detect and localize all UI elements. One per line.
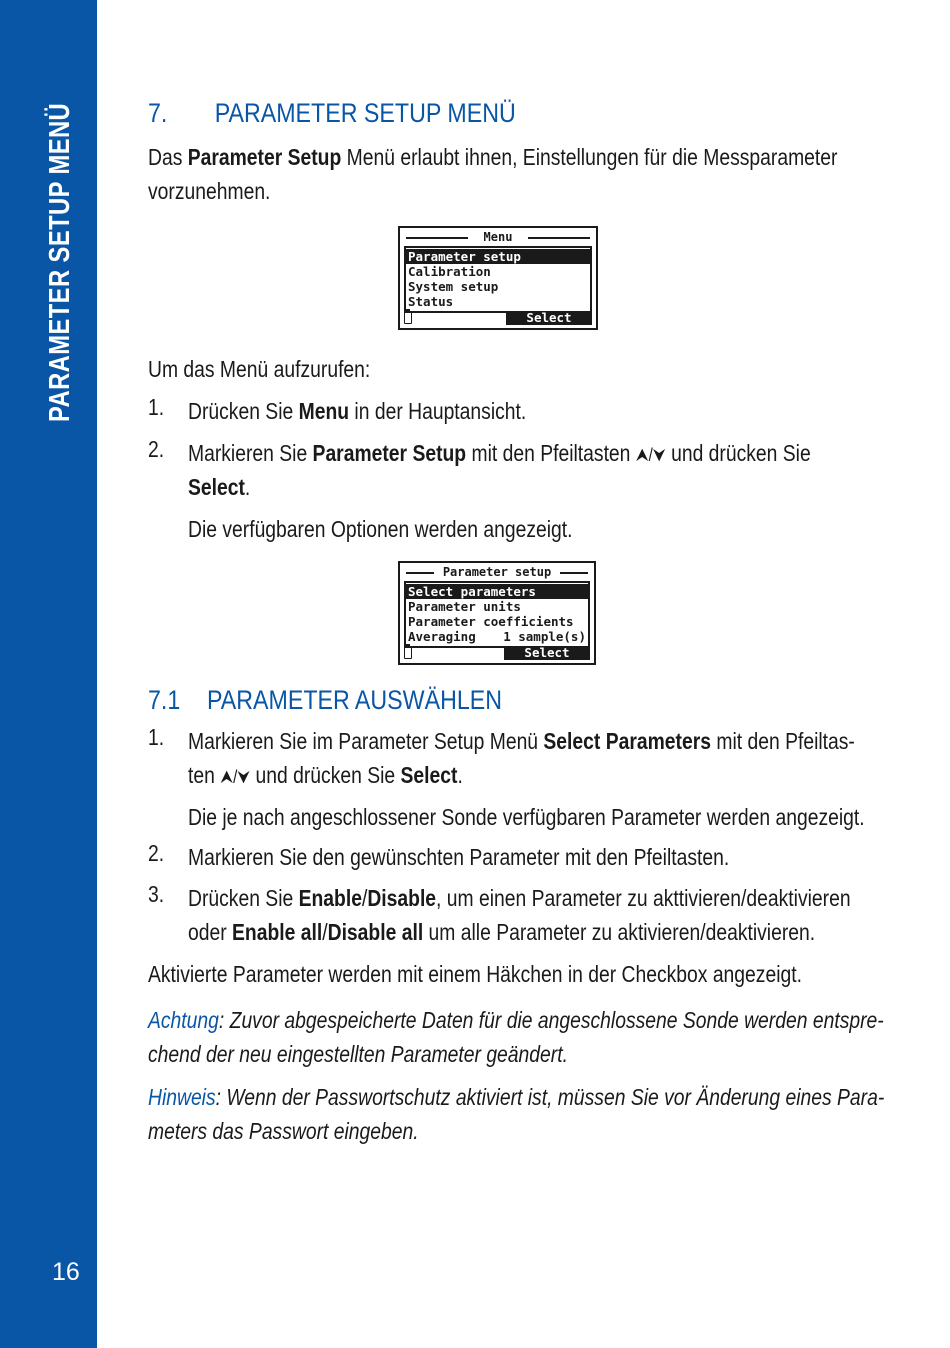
step-text-post: , um einen Parameter zu akttivieren/deaktivieren [436, 885, 851, 911]
step-text: oder [188, 919, 233, 945]
call-menu-text: Um das Menü aufzurufen: [148, 356, 371, 382]
step-text: Markieren Sie [188, 440, 313, 466]
s71-step-1-line-2 [188, 758, 463, 795]
lcd-item-status: Status [408, 294, 454, 309]
step-bold: Parameter Setup [312, 440, 467, 466]
step-number: 1. [148, 394, 165, 420]
intro-text-post: Menü erlaubt ihnen, Einstellungen für die Messparameter [341, 144, 838, 170]
section-title: PARAMETER SETUP MENÜ [214, 98, 516, 128]
step-2-note: Die verfügbaren Optionen werden angezeigt. [188, 516, 573, 542]
lcd-item-calibration: Calibration [408, 264, 491, 279]
lcd-title [406, 230, 590, 244]
page-number: 16 [52, 1258, 80, 1286]
step-number: 2. [148, 436, 165, 462]
section-heading-7-1 [148, 685, 502, 716]
battery-icon [404, 647, 412, 659]
lcd-item-label: Averaging [408, 629, 476, 644]
slash: / [361, 885, 368, 911]
intro-line-1 [148, 140, 837, 175]
lcd-footer [404, 311, 592, 325]
step-text-post: mit den Pfeiltas- [710, 728, 855, 754]
step-2-line-2 [188, 470, 250, 505]
achtung-line-1 [148, 1003, 884, 1038]
s71-step-3-line-2 [188, 915, 815, 950]
section-title: PARAMETER AUSWÄHLEN [206, 685, 503, 715]
step-2-line-1 [188, 436, 811, 473]
step-bold: Menu [298, 398, 350, 424]
hinweis-label: Hinweis [148, 1084, 216, 1110]
hinweis-line-2: meters das Passwort eingeben. [148, 1118, 419, 1144]
lcd-item-averaging [406, 629, 588, 644]
up-down-arrow-icon: ⮝/⮟ [220, 767, 251, 787]
lcd-footer [404, 646, 590, 660]
step-text: Drücken Sie [188, 398, 299, 424]
step-text: Drücken Sie [188, 885, 299, 911]
hinweis-text: : Wenn der Passwortschutz aktiviert ist, müssen Sie vor Änderung eines Para- [215, 1084, 885, 1110]
achtung-label: Achtung [148, 1007, 219, 1033]
intro-text: Das [148, 144, 188, 170]
step-bold: Select [188, 474, 245, 500]
lcd-item-value: 1 sample(s) [503, 629, 586, 644]
step-text-post: in der Hauptansicht. [349, 398, 527, 424]
lcd-parameter-setup-screen [398, 561, 596, 665]
lcd-title [406, 565, 588, 579]
step-number: 1. [148, 724, 165, 750]
section-number: 7.1 [148, 685, 181, 715]
slash: / [322, 919, 328, 945]
step-bold: Enable all [232, 919, 323, 945]
step-bold: Select [400, 762, 458, 788]
step-number: 3. [148, 881, 165, 907]
step-number: 2. [148, 840, 165, 866]
sidebar-title: PARAMETER SETUP MENÜ [44, 102, 76, 423]
step-text-post: . [244, 474, 251, 500]
lcd-menu-list [404, 246, 592, 313]
lcd-menu-screen [398, 226, 598, 330]
sidebar [0, 0, 97, 1348]
lcd-item-parameter-coefficients: Parameter coefficients [408, 614, 574, 629]
step-text-post: um alle Parameter zu aktivieren/deaktivieren. [423, 919, 816, 945]
s71-step-3-line-1 [188, 881, 851, 916]
step-text-post: und drücken Sie [665, 440, 811, 466]
lcd-item-system-setup: System setup [408, 279, 499, 294]
lcd-item-select-parameters: Select parameters [406, 584, 588, 599]
checkbox-text: Aktivierte Parameter werden mit einem Häkchen in der Checkbox angezeigt. [148, 961, 802, 987]
step-1 [188, 394, 526, 429]
s71-step-1-note: Die je nach angeschlossener Sonde verfügbaren Parameter werden angezeigt. [188, 804, 865, 830]
lcd-item-parameter-units: Parameter units [408, 599, 521, 614]
step-text-mid: und drücken Sie [250, 762, 401, 788]
intro-bold: Parameter Setup [187, 144, 342, 170]
hinweis-line-1 [148, 1080, 884, 1115]
intro-line-2: vorzunehmen. [148, 178, 271, 204]
lcd-softkey-select: Select [506, 311, 592, 325]
step-text-post: . [457, 762, 463, 788]
step-text: Markieren Sie im Parameter Setup Menü [188, 728, 544, 754]
lcd-item-parameter-setup: Parameter setup [406, 249, 590, 264]
step-bold: Disable [367, 885, 437, 911]
battery-icon [404, 312, 412, 324]
section-number: 7. [148, 98, 168, 128]
up-down-arrow-icon: ⮝/⮟ [635, 445, 666, 465]
lcd-softkey-select: Select [504, 646, 590, 660]
achtung-line-2: chend der neu eingestellten Parameter geändert. [148, 1041, 568, 1067]
lcd-title-text: Menu [483, 230, 513, 244]
step-bold: Enable [298, 885, 362, 911]
achtung-text: : Zuvor abgespeicherte Daten für die angeschlossene Sonde werden entspre- [218, 1007, 884, 1033]
s71-step-1-line-1 [188, 724, 855, 759]
lcd-parameter-list [404, 581, 590, 648]
section-heading-7 [148, 98, 516, 129]
s71-step-2: Markieren Sie den gewünschten Parameter mit den Pfeiltasten. [188, 844, 730, 870]
step-text-mid: mit den Pfeiltasten [466, 440, 636, 466]
step-text: ten [188, 762, 221, 788]
lcd-title-text: Parameter setup [442, 565, 552, 579]
step-bold: Disable all [327, 919, 424, 945]
step-bold: Select Parameters [543, 728, 711, 754]
